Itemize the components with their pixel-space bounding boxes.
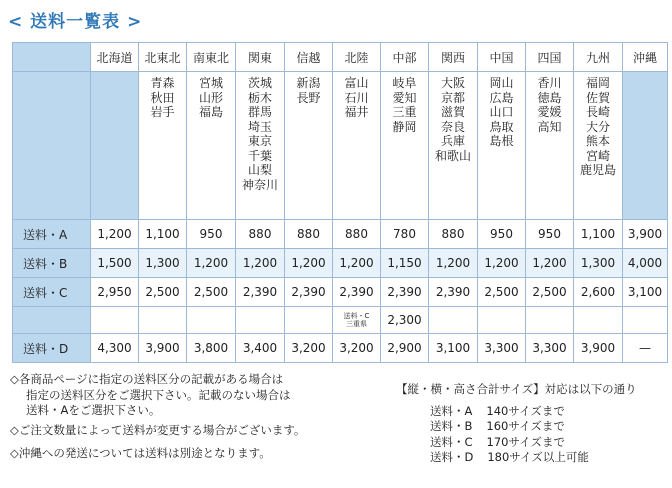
- prefecture-name: 鹿児島: [579, 163, 616, 177]
- prefecture-name: 岐阜: [392, 76, 417, 90]
- region-header: 関東: [236, 43, 285, 72]
- fee-cell: 3,100: [429, 334, 478, 363]
- prefecture-cell: [478, 72, 526, 220]
- fee-cell: 3,800: [187, 334, 236, 363]
- fee-cell: 2,390: [236, 278, 285, 307]
- region-header: 北海道: [91, 43, 139, 72]
- fee-cell: 1,200: [236, 249, 285, 278]
- prefecture-name: 大阪: [440, 76, 465, 90]
- size-label: 送料・A: [430, 403, 473, 418]
- prefecture-name: 神奈川: [241, 177, 278, 192]
- fee-cell: [478, 307, 526, 334]
- fee-cell: 1,200: [91, 220, 139, 249]
- prefecture-name: 岩手: [150, 105, 175, 119]
- prefecture-name: 福井: [344, 105, 369, 119]
- prefecture-name: 奈良: [440, 119, 465, 134]
- region-header: 北東北: [139, 43, 187, 72]
- fee-cell: [285, 307, 333, 334]
- prefecture-name: 山口: [489, 105, 514, 119]
- shipping-fee-table: [12, 42, 668, 363]
- prefecture-cell: [333, 72, 381, 220]
- fee-cell: 2,900: [381, 334, 429, 363]
- fee-row-c-mie: [13, 307, 668, 334]
- prefecture-name: 福岡: [585, 76, 610, 90]
- note-line: 指定の送料区分をご選択下さい。記載のない場合は: [26, 387, 291, 402]
- size-label: 送料・C: [430, 434, 473, 449]
- fee-cell: 880: [236, 220, 285, 249]
- prefecture-row: [13, 72, 668, 220]
- fee-cell: 3,200: [333, 334, 381, 363]
- prefecture-name: 京都: [440, 90, 465, 105]
- prefecture-name: 宮城: [198, 76, 223, 90]
- prefecture-name: 愛媛: [537, 105, 562, 119]
- size-value: 170サイズまで: [486, 434, 566, 449]
- fee-cell: 2,390: [381, 278, 429, 307]
- size-value: 160サイズまで: [486, 419, 565, 433]
- row-label: 送料・B: [13, 249, 91, 278]
- prefecture-name: 山梨: [247, 163, 272, 177]
- prefecture-cell: [381, 72, 429, 220]
- fee-cell: 2,500: [139, 278, 187, 307]
- prefecture-cell: [285, 72, 333, 220]
- fee-cell: 1,300: [139, 249, 187, 278]
- fee-cell: 3,200: [285, 334, 333, 363]
- fee-cell: 3,900: [574, 334, 623, 363]
- fee-cell: 1,200: [478, 249, 526, 278]
- prefecture-name: 宮崎: [585, 148, 610, 163]
- prefecture-name: 富山: [344, 76, 369, 90]
- fee-cell: —: [623, 334, 668, 363]
- prefecture-name: 埼玉: [247, 119, 272, 134]
- row-label: 送料・D: [13, 334, 91, 363]
- prefecture-name: 大分: [585, 119, 610, 134]
- fee-cell: 3,900: [139, 334, 187, 363]
- size-row: [396, 450, 637, 466]
- fee-cell: 2,600: [574, 278, 623, 307]
- prefecture-name: 千葉: [247, 148, 272, 163]
- fee-cell: 3,100: [623, 278, 668, 307]
- region-header: 中国: [478, 43, 526, 72]
- fee-cell: [139, 307, 187, 334]
- fee-row: [13, 278, 668, 307]
- prefecture-cell: [139, 72, 187, 220]
- prefecture-name: 広島: [489, 90, 514, 105]
- prefecture-name: 福島: [198, 105, 223, 119]
- page-title: < 送料一覧表 >: [8, 12, 143, 32]
- note-line: 送料・Aをご選択下さい。: [26, 403, 161, 417]
- mie-note-line2: 三重県: [346, 320, 367, 328]
- fee-cell: 3,400: [236, 334, 285, 363]
- fee-cell: [236, 307, 285, 334]
- fee-cell: 880: [285, 220, 333, 249]
- fee-cell: 780: [381, 220, 429, 249]
- region-header: 南東北: [187, 43, 236, 72]
- mie-note-cell: [333, 307, 381, 334]
- prefecture-name: 島根: [489, 134, 514, 148]
- fee-cell: 1,200: [333, 249, 381, 278]
- size-row: [396, 419, 637, 435]
- fee-cell: [623, 307, 668, 334]
- prefecture-cell: [574, 72, 623, 220]
- fee-cell: 2,500: [526, 278, 574, 307]
- prefecture-name: 山形: [198, 90, 223, 105]
- region-header: 四国: [526, 43, 574, 72]
- fee-cell: 3,900: [623, 220, 668, 249]
- prefecture-name: 熊本: [585, 134, 610, 148]
- row-label: 送料・A: [13, 220, 91, 249]
- fee-cell: [91, 307, 139, 334]
- fee-cell: [187, 307, 236, 334]
- note-line: ◇各商品ページに指定の送料区分の記載がある場合は: [10, 372, 284, 386]
- fee-cell: 2,390: [429, 278, 478, 307]
- prefecture-name: 長野: [296, 90, 321, 105]
- fee-cell: 950: [187, 220, 236, 249]
- region-header: 沖縄: [623, 43, 668, 72]
- fee-cell: 1,200: [429, 249, 478, 278]
- prefecture-name: 秋田: [150, 90, 175, 105]
- prefecture-name: 兵庫: [440, 134, 465, 148]
- corner-cell: [13, 43, 91, 72]
- prefecture-cell: [91, 72, 139, 220]
- fee-cell: 3,300: [526, 334, 574, 363]
- region-header: 信越: [285, 43, 333, 72]
- fee-cell: 4,300: [91, 334, 139, 363]
- region-header: 関西: [429, 43, 478, 72]
- note-line: ◇沖縄への発送については送料は別途となります。: [10, 446, 271, 460]
- fee-cell: 1,200: [187, 249, 236, 278]
- fee-cell: 4,000: [623, 249, 668, 278]
- fee-cell: 1,150: [381, 249, 429, 278]
- fee-cell: [429, 307, 478, 334]
- prefecture-name: 香川: [537, 76, 562, 90]
- prefecture-cell: [623, 72, 668, 220]
- size-label: 送料・B: [430, 419, 473, 433]
- size-value: 180サイズ以上可能: [487, 450, 589, 464]
- prefecture-name: 高知: [537, 119, 562, 134]
- notes: [10, 372, 305, 462]
- fee-cell: 1,500: [91, 249, 139, 278]
- fee-cell: 3,300: [478, 334, 526, 363]
- prefecture-name: 静岡: [392, 119, 417, 134]
- prefecture-cell: [187, 72, 236, 220]
- fee-cell: 880: [429, 220, 478, 249]
- prefecture-name: 和歌山: [434, 148, 471, 163]
- size-guide-heading: 【縦・横・高さ合計サイズ】対応は以下の通り: [396, 382, 637, 396]
- row-label: [13, 307, 91, 334]
- prefecture-name: 石川: [344, 90, 369, 105]
- region-header: 北陸: [333, 43, 381, 72]
- fee-cell: 2,500: [187, 278, 236, 307]
- prefecture-name: 佐賀: [585, 90, 610, 105]
- prefecture-cell: [429, 72, 478, 220]
- prefecture-name: 三重: [392, 105, 417, 119]
- prefecture-name: 新潟: [296, 76, 321, 90]
- region-header-row: [13, 43, 668, 72]
- fee-cell: 950: [478, 220, 526, 249]
- fee-cell: [526, 307, 574, 334]
- prefecture-name: 栃木: [247, 90, 272, 105]
- fee-cell: [574, 307, 623, 334]
- region-header: 中部: [381, 43, 429, 72]
- prefecture-name: 東京: [247, 134, 272, 148]
- prefecture-name: 徳島: [537, 90, 562, 105]
- mie-note-line1: 送料・C: [343, 312, 370, 320]
- row-label: 送料・C: [13, 278, 91, 307]
- fee-cell: 950: [526, 220, 574, 249]
- fee-cell: 1,200: [285, 249, 333, 278]
- prefecture-label-cell: [13, 72, 91, 220]
- fee-cell: 1,100: [139, 220, 187, 249]
- fee-cell: 2,390: [285, 278, 333, 307]
- size-label: 送料・D: [430, 450, 474, 464]
- prefecture-cell: [526, 72, 574, 220]
- size-row: [396, 435, 637, 451]
- prefecture-name: 青森: [150, 76, 175, 90]
- region-header: 九州: [574, 43, 623, 72]
- prefecture-name: 群馬: [247, 105, 272, 119]
- mie-fee-cell: 2,300: [381, 307, 429, 334]
- fee-cell: 2,390: [333, 278, 381, 307]
- fee-cell: 1,100: [574, 220, 623, 249]
- prefecture-name: 愛知: [392, 90, 417, 105]
- fee-cell: 2,950: [91, 278, 139, 307]
- prefecture-name: 茨城: [247, 76, 272, 90]
- prefecture-name: 鳥取: [489, 119, 514, 134]
- fee-row: [13, 220, 668, 249]
- fee-cell: 880: [333, 220, 381, 249]
- fee-row: [13, 249, 668, 278]
- note-line: ◇ご注文数量によって送料が変更する場合がございます。: [10, 422, 306, 437]
- prefecture-name: 滋賀: [440, 105, 465, 119]
- size-value: 140サイズまで: [486, 403, 565, 418]
- prefecture-name: 長崎: [585, 105, 610, 119]
- fee-cell: 2,500: [478, 278, 526, 307]
- prefecture-name: 岡山: [489, 76, 514, 90]
- fee-cell: 1,200: [526, 249, 574, 278]
- size-row: [396, 404, 637, 420]
- fee-row: [13, 334, 668, 363]
- fee-cell: 1,300: [574, 249, 623, 278]
- size-guide: [396, 382, 637, 466]
- prefecture-cell: [236, 72, 285, 220]
